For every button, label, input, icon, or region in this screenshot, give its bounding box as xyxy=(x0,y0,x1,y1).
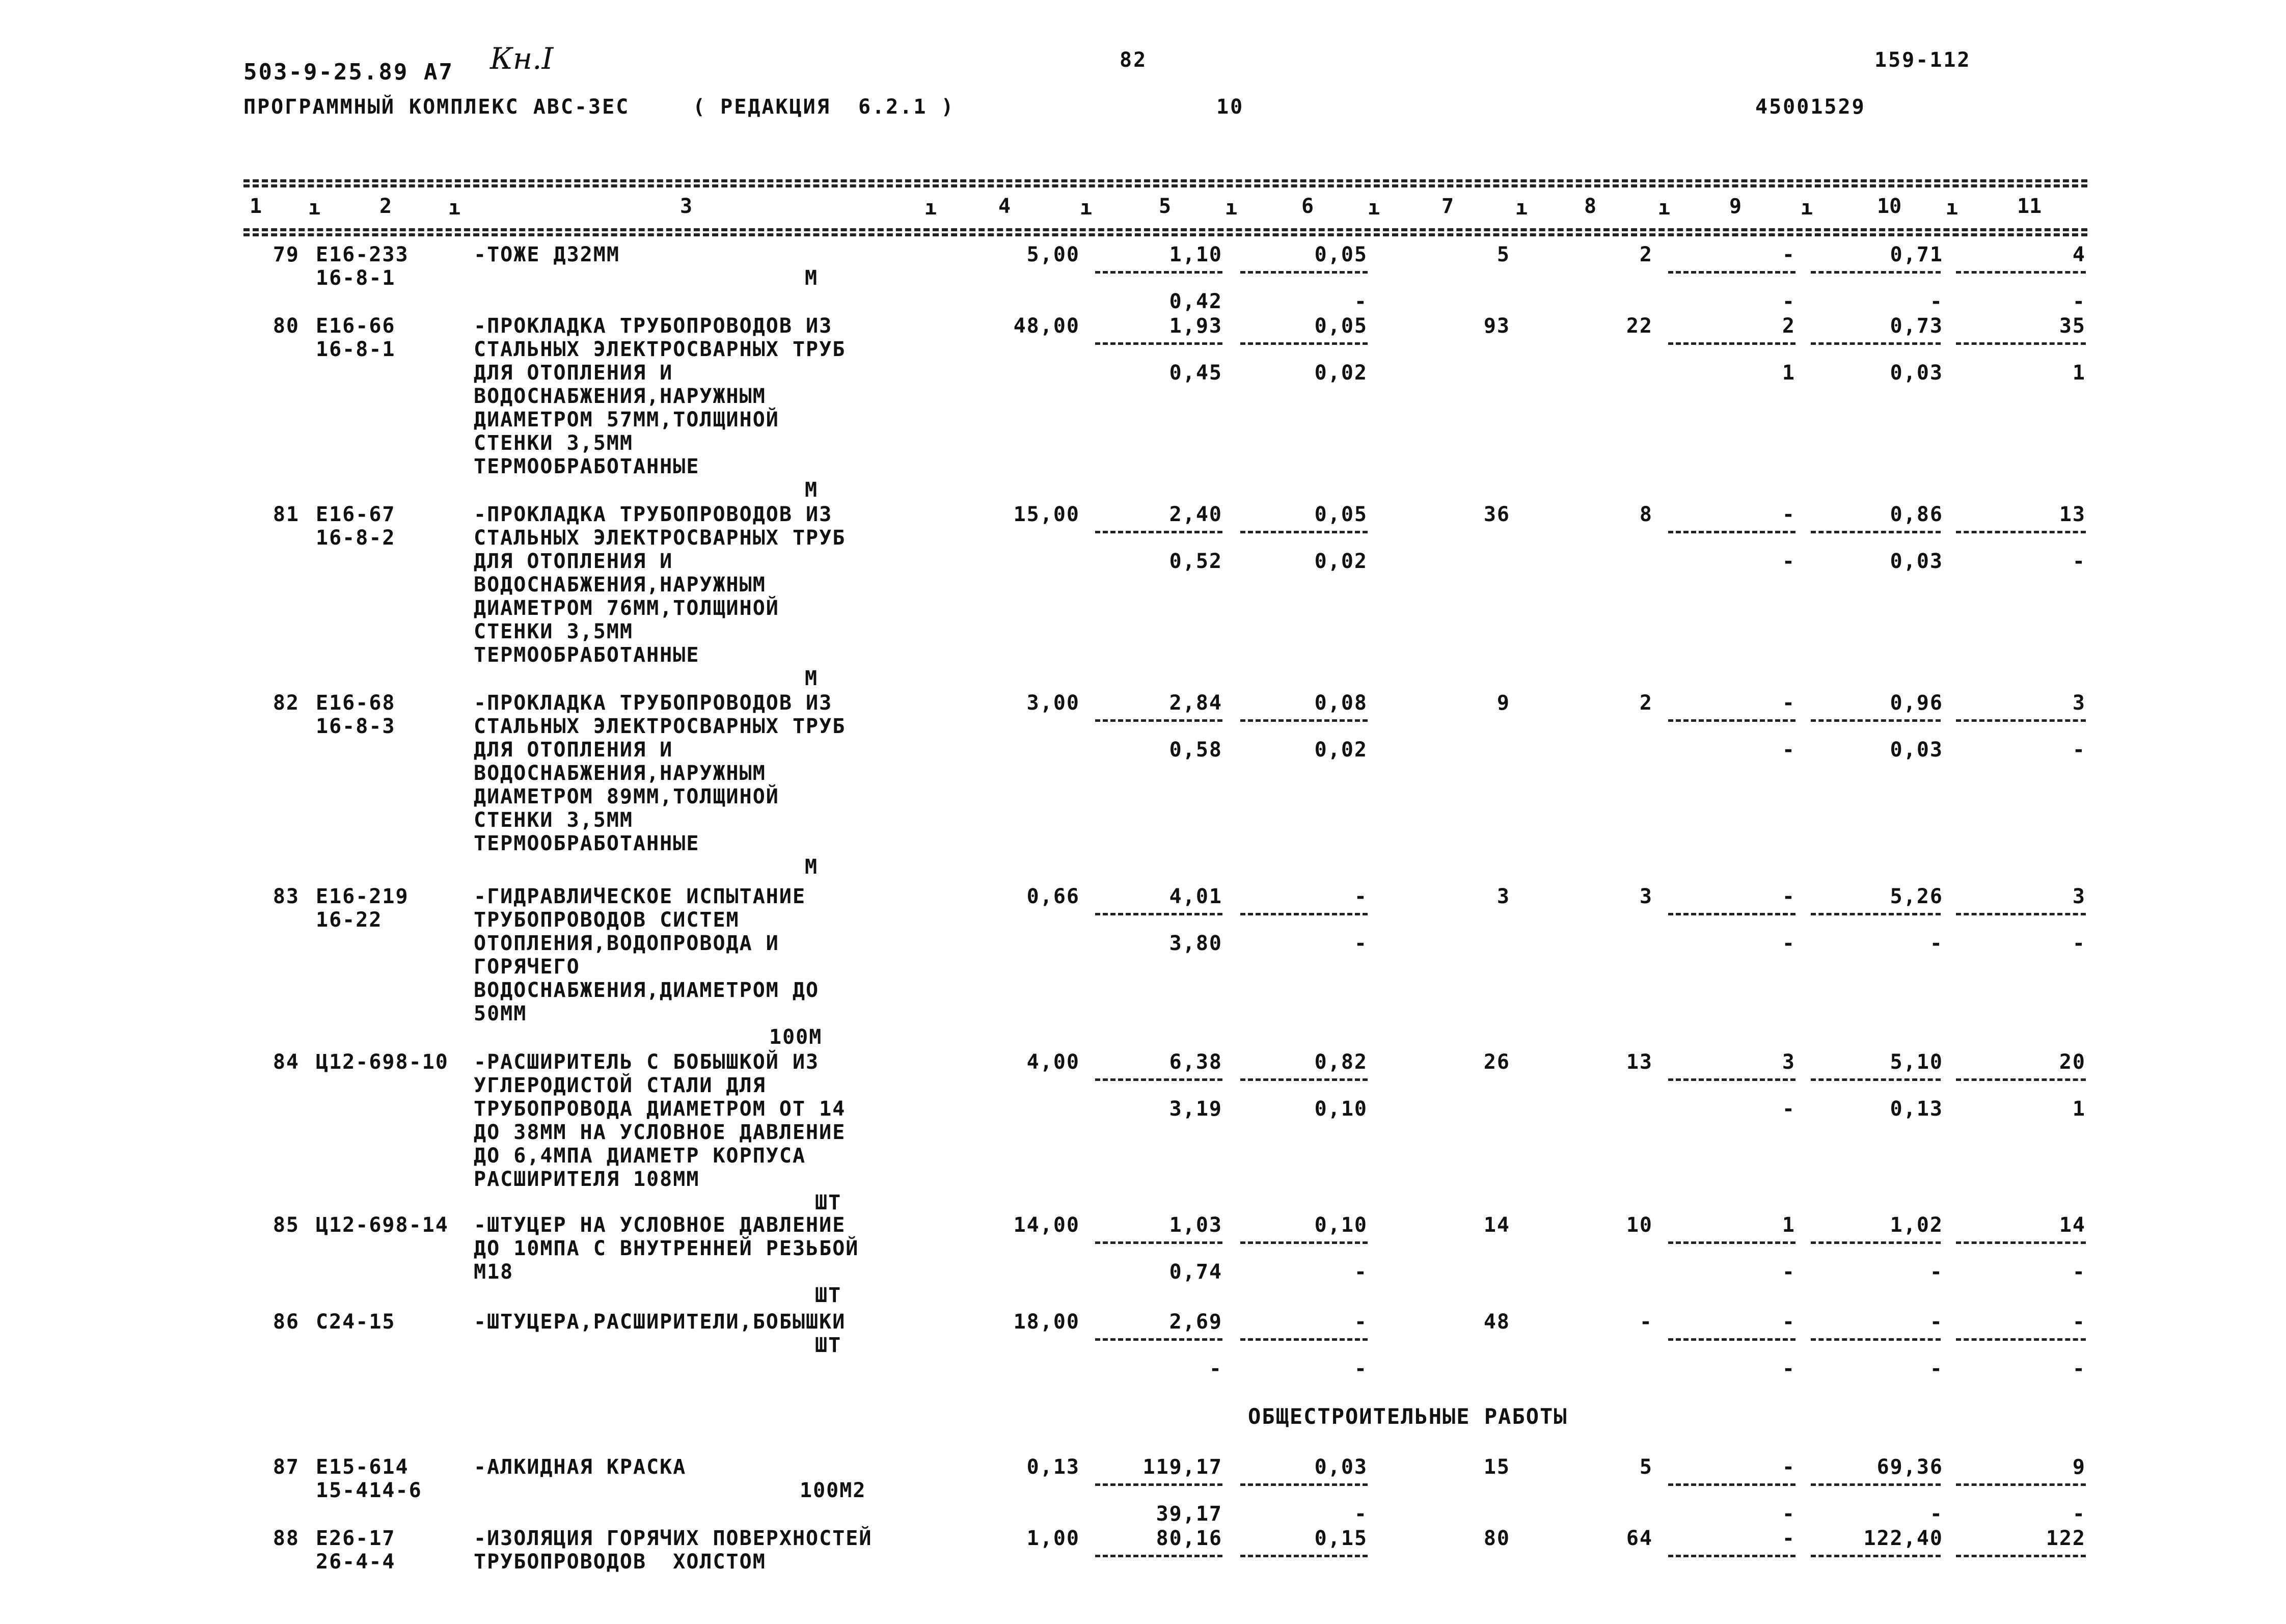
labor-per-unit: 1,02 xyxy=(1890,1213,1943,1237)
labor-per-unit-secondary: 0,03 xyxy=(1890,550,1943,573)
quantity: 3,00 xyxy=(1026,691,1080,715)
fraction-line xyxy=(1956,531,2086,533)
album-code: А7 xyxy=(424,59,454,85)
fraction-line xyxy=(1668,1338,1795,1341)
unit-cost-secondary: 0,58 xyxy=(1169,738,1222,762)
fraction-line xyxy=(1956,1241,2086,1244)
fraction-line xyxy=(1240,719,1368,722)
wage-total: 8 xyxy=(1639,503,1653,526)
header-rule-bottom xyxy=(243,228,2087,231)
unit-of-measure: М xyxy=(805,266,819,290)
header-rule-bottom-2 xyxy=(243,233,2087,236)
unit-cost-secondary: 3,19 xyxy=(1169,1097,1222,1121)
quantity: 4,00 xyxy=(1026,1050,1080,1074)
unit-cost-secondary: - xyxy=(1209,1357,1222,1381)
norm-code: Е16-66 xyxy=(316,314,396,338)
machine-total-secondary: - xyxy=(1782,1260,1795,1284)
fraction-line xyxy=(1956,719,2086,722)
handwritten-note: Кн.I xyxy=(490,41,554,76)
labor-per-unit-secondary: 0,13 xyxy=(1890,1097,1943,1121)
header-rule-top xyxy=(243,179,2087,182)
machine-total: - xyxy=(1782,691,1795,715)
norm-reference: 16-8-1 xyxy=(316,266,396,290)
labor-per-unit-secondary: 0,03 xyxy=(1890,361,1943,385)
unit-of-measure: 100М xyxy=(769,1025,823,1049)
quantity: 18,00 xyxy=(1013,1310,1080,1334)
machine-total-secondary: - xyxy=(1782,1502,1795,1526)
wage-total: - xyxy=(1639,1310,1653,1334)
labor-total-secondary: 1 xyxy=(2072,361,2086,385)
labor-per-unit-secondary: - xyxy=(1929,1502,1943,1526)
row-number: 81 xyxy=(273,503,300,526)
unit-cost: 2,84 xyxy=(1169,691,1222,715)
machine-total: 3 xyxy=(1782,1050,1795,1074)
column-header-6: 6 xyxy=(1301,195,1314,218)
labor-total: 13 xyxy=(2059,503,2086,526)
labor-total: 14 xyxy=(2059,1213,2086,1237)
column-separator: ı xyxy=(308,196,321,220)
header-rule-top-2 xyxy=(243,184,2087,187)
labor-total: 4 xyxy=(2072,243,2086,266)
quantity: 0,66 xyxy=(1026,885,1080,908)
fraction-line xyxy=(1668,531,1795,533)
wage-total: 10 xyxy=(1626,1213,1653,1237)
labor-total: 20 xyxy=(2059,1050,2086,1074)
unit-of-measure: ШТ xyxy=(815,1284,842,1307)
total-cost: 9 xyxy=(1496,691,1510,715)
section-title: ОБЩЕСТРОИТЕЛЬНЫЕ РАБОТЫ xyxy=(1248,1404,1568,1429)
description-line: ТЕРМООБРАБОТАННЫЕ xyxy=(474,643,700,667)
sheet-range: 159-112 xyxy=(1874,48,1971,72)
description-line: -АЛКИДНАЯ КРАСКА xyxy=(474,1455,687,1479)
description-line: СТЕНКИ 3,5ММ xyxy=(474,808,633,832)
quantity: 14,00 xyxy=(1013,1213,1080,1237)
edition: ( РЕДАКЦИЯ 6.2.1 ) xyxy=(693,95,955,119)
fraction-line xyxy=(1956,1078,2086,1081)
row-number: 85 xyxy=(273,1213,300,1237)
description-line: М18 xyxy=(474,1260,514,1284)
fraction-line xyxy=(1956,1483,2086,1486)
fraction-line xyxy=(1240,1555,1368,1557)
total-cost: 80 xyxy=(1483,1527,1510,1550)
description-line: ДО 10МПА С ВНУТРЕННЕЙ РЕЗЬБОЙ xyxy=(474,1237,859,1260)
column-separator: ı xyxy=(1515,196,1528,220)
machine-cost: 0,82 xyxy=(1314,1050,1368,1074)
column-header-8: 8 xyxy=(1584,195,1597,218)
labor-per-unit: 5,10 xyxy=(1890,1050,1943,1074)
quantity: 5,00 xyxy=(1026,243,1080,266)
description-line: -ГИДРАВЛИЧЕСКОЕ ИСПЫТАНИЕ xyxy=(474,885,806,908)
description-line: СТАЛЬНЫХ ЭЛЕКТРОСВАРНЫХ ТРУБ xyxy=(474,526,846,550)
labor-per-unit: 69,36 xyxy=(1876,1455,1943,1479)
description-line: ДЛЯ ОТОПЛЕНИЯ И xyxy=(474,361,673,385)
description-line: ТРУБОПРОВОДОВ СИСТЕМ xyxy=(474,908,740,932)
machine-total-secondary: - xyxy=(1782,932,1795,955)
program-line: ПРОГРАММНЫЙ КОМПЛЕКС АВС-3ЕС xyxy=(243,95,630,119)
unit-of-measure: ШТ xyxy=(815,1191,842,1214)
fraction-line xyxy=(1095,1555,1222,1557)
norm-reference: 16-8-2 xyxy=(316,526,396,550)
machine-cost: 0,08 xyxy=(1314,691,1368,715)
total-cost: 26 xyxy=(1483,1050,1510,1074)
column-header-7: 7 xyxy=(1441,195,1454,218)
fraction-line xyxy=(1811,342,1941,345)
fraction-line xyxy=(1668,1555,1795,1557)
labor-per-unit-secondary: - xyxy=(1929,290,1943,313)
machine-cost-secondary: - xyxy=(1354,1357,1368,1381)
unit-cost-secondary: 0,45 xyxy=(1169,361,1222,385)
unit-cost: 4,01 xyxy=(1169,885,1222,908)
column-separator: ı xyxy=(1658,196,1671,220)
machine-total: - xyxy=(1782,1527,1795,1550)
fraction-line xyxy=(1811,271,1941,274)
machine-cost-secondary: - xyxy=(1354,1502,1368,1526)
fraction-line xyxy=(1095,913,1222,915)
total-cost: 36 xyxy=(1483,503,1510,526)
labor-per-unit: 0,73 xyxy=(1890,314,1943,338)
column-header-4: 4 xyxy=(998,195,1011,218)
machine-total-secondary: 1 xyxy=(1782,361,1795,385)
description-line: -ТОЖЕ Д32ММ xyxy=(474,243,620,266)
labor-total: 122 xyxy=(2046,1527,2086,1550)
description-line: ВОДОСНАБЖЕНИЯ,НАРУЖНЫМ xyxy=(474,573,766,597)
fraction-line xyxy=(1811,913,1941,915)
fraction-line xyxy=(1095,1338,1222,1341)
column-header-3: 3 xyxy=(680,195,693,218)
description-line: СТАЛЬНЫХ ЭЛЕКТРОСВАРНЫХ ТРУБ xyxy=(474,338,846,361)
labor-total-secondary: - xyxy=(2072,738,2086,762)
machine-total: - xyxy=(1782,503,1795,526)
norm-code: С24-15 xyxy=(316,1310,396,1334)
fraction-line xyxy=(1956,1555,2086,1557)
fraction-line xyxy=(1240,1338,1368,1341)
machine-cost-secondary: 0,10 xyxy=(1314,1097,1368,1121)
fraction-line xyxy=(1811,719,1941,722)
column-separator: ı xyxy=(1946,196,1958,220)
row-number: 82 xyxy=(273,691,300,715)
labor-per-unit: 0,71 xyxy=(1890,243,1943,266)
fraction-line xyxy=(1095,342,1222,345)
machine-total: 1 xyxy=(1782,1213,1795,1237)
fraction-line xyxy=(1811,1555,1941,1557)
description-line: ВОДОСНАБЖЕНИЯ,НАРУЖНЫМ xyxy=(474,385,766,408)
machine-cost-secondary: 0,02 xyxy=(1314,361,1368,385)
norm-reference: 16-8-3 xyxy=(316,715,396,738)
total-cost: 48 xyxy=(1483,1310,1510,1334)
fraction-line xyxy=(1811,1483,1941,1486)
fraction-line xyxy=(1095,1078,1222,1081)
fraction-line xyxy=(1668,1483,1795,1486)
fraction-line xyxy=(1668,719,1795,722)
norm-code: Ц12-698-14 xyxy=(316,1213,449,1237)
fraction-line xyxy=(1811,1241,1941,1244)
description-line: ВОДОСНАБЖЕНИЯ,ДИАМЕТРОМ ДО xyxy=(474,979,820,1002)
description-line: -РАСШИРИТЕЛЬ С БОБЫШКОЙ ИЗ xyxy=(474,1050,820,1074)
norm-reference: 26-4-4 xyxy=(316,1550,396,1574)
wage-total: 2 xyxy=(1639,691,1653,715)
column-separator: ı xyxy=(1368,196,1380,220)
norm-code: Е26-17 xyxy=(316,1527,396,1550)
labor-total: 9 xyxy=(2072,1455,2086,1479)
machine-cost-secondary: - xyxy=(1354,1260,1368,1284)
labor-per-unit: 5,26 xyxy=(1890,885,1943,908)
total-cost: 93 xyxy=(1483,314,1510,338)
description-line: ДИАМЕТРОМ 57ММ,ТОЛЩИНОЙ xyxy=(474,408,779,431)
description-line: -ШТУЦЕР НА УСЛОВНОЕ ДАВЛЕНИЕ xyxy=(474,1213,846,1237)
quantity: 48,00 xyxy=(1013,314,1080,338)
unit-of-measure: М xyxy=(805,667,819,690)
description-line: ДО 6,4МПА ДИАМЕТР КОРПУСА xyxy=(474,1144,806,1168)
column-separator: ı xyxy=(448,196,461,220)
description-line: СТАЛЬНЫХ ЭЛЕКТРОСВАРНЫХ ТРУБ xyxy=(474,715,846,738)
machine-total: - xyxy=(1782,885,1795,908)
description-line: 50ММ xyxy=(474,1002,527,1025)
machine-total: - xyxy=(1782,1310,1795,1334)
fraction-line xyxy=(1956,342,2086,345)
labor-total: 3 xyxy=(2072,691,2086,715)
labor-per-unit-secondary: - xyxy=(1929,1260,1943,1284)
labor-total: 35 xyxy=(2059,314,2086,338)
machine-total: - xyxy=(1782,1455,1795,1479)
fraction-line xyxy=(1095,271,1222,274)
machine-total-secondary: - xyxy=(1782,738,1795,762)
row-number: 80 xyxy=(273,314,300,338)
doc-code: 503-9-25.89 xyxy=(243,59,409,85)
labor-per-unit-secondary: - xyxy=(1929,932,1943,955)
unit-cost: 1,03 xyxy=(1169,1213,1222,1237)
unit-cost: 6,38 xyxy=(1169,1050,1222,1074)
wage-total: 64 xyxy=(1626,1527,1653,1550)
unit-cost: 2,40 xyxy=(1169,503,1222,526)
norm-reference: 15-414-6 xyxy=(316,1479,422,1502)
description-line: -ШТУЦЕРА,РАСШИРИТЕЛИ,БОБЫШКИ xyxy=(474,1310,846,1334)
column-separator: ı xyxy=(924,196,937,220)
quantity: 0,13 xyxy=(1026,1455,1080,1479)
wage-total: 5 xyxy=(1639,1455,1653,1479)
row-number: 83 xyxy=(273,885,300,908)
fraction-line xyxy=(1811,1078,1941,1081)
fraction-line xyxy=(1095,1241,1222,1244)
quantity: 15,00 xyxy=(1013,503,1080,526)
unit-of-measure: М xyxy=(805,855,819,879)
labor-per-unit: 0,86 xyxy=(1890,503,1943,526)
description-line: РАСШИРИТЕЛЯ 108ММ xyxy=(474,1168,700,1191)
fraction-line xyxy=(1240,1241,1368,1244)
page-number: 82 xyxy=(1120,48,1148,72)
total-cost: 3 xyxy=(1496,885,1510,908)
fraction-line xyxy=(1956,1338,2086,1341)
unit-cost-secondary: 3,80 xyxy=(1169,932,1222,955)
labor-per-unit-secondary: - xyxy=(1929,1357,1943,1381)
fraction-line xyxy=(1240,1078,1368,1081)
norm-code: Е15-614 xyxy=(316,1455,409,1479)
row-number: 86 xyxy=(273,1310,300,1334)
labor-per-unit: 122,40 xyxy=(1863,1527,1943,1550)
row-number: 84 xyxy=(273,1050,300,1074)
description-line: УГЛЕРОДИСТОЙ СТАЛИ ДЛЯ xyxy=(474,1074,766,1097)
labor-per-unit: - xyxy=(1929,1310,1943,1334)
norm-reference: 16-22 xyxy=(316,908,383,932)
description-line: -ПРОКЛАДКА ТРУБОПРОВОДОВ ИЗ xyxy=(474,314,833,338)
labor-total-secondary: - xyxy=(2072,1357,2086,1381)
machine-cost: 0,05 xyxy=(1314,243,1368,266)
fraction-line xyxy=(1240,913,1368,915)
fraction-line xyxy=(1811,1338,1941,1341)
machine-cost-secondary: 0,02 xyxy=(1314,738,1368,762)
machine-cost-secondary: - xyxy=(1354,290,1368,313)
fraction-line xyxy=(1240,1483,1368,1486)
sheet-number: 10 xyxy=(1216,95,1244,119)
unit-of-measure: М xyxy=(805,478,819,502)
description-line: ВОДОСНАБЖЕНИЯ,НАРУЖНЫМ xyxy=(474,762,766,785)
description-line: ТРУБОПРОВОДА ДИАМЕТРОМ ОТ 14 xyxy=(474,1097,846,1121)
fraction-line xyxy=(1095,531,1222,533)
column-header-11: 11 xyxy=(2017,195,2042,218)
machine-total-secondary: - xyxy=(1782,1097,1795,1121)
unit-cost-secondary: 0,42 xyxy=(1169,290,1222,313)
column-separator: ı xyxy=(1801,196,1813,220)
norm-code: Е16-67 xyxy=(316,503,396,526)
machine-total-secondary: - xyxy=(1782,550,1795,573)
column-header-1: 1 xyxy=(250,195,262,218)
labor-total-secondary: - xyxy=(2072,550,2086,573)
fraction-line xyxy=(1956,271,2086,274)
description-line: -ИЗОЛЯЦИЯ ГОРЯЧИХ ПОВЕРХНОСТЕЙ xyxy=(474,1527,873,1550)
labor-total-secondary: - xyxy=(2072,932,2086,955)
labor-total-secondary: 1 xyxy=(2072,1097,2086,1121)
fraction-line xyxy=(1811,531,1941,533)
description-line: ДЛЯ ОТОПЛЕНИЯ И xyxy=(474,738,673,762)
fraction-line xyxy=(1240,342,1368,345)
total-cost: 14 xyxy=(1483,1213,1510,1237)
description-line: ДИАМЕТРОМ 89ММ,ТОЛЩИНОЙ xyxy=(474,785,779,808)
description-line: ТЕРМООБРАБОТАННЫЕ xyxy=(474,455,700,478)
unit-cost: 2,69 xyxy=(1169,1310,1222,1334)
description-line: ДЛЯ ОТОПЛЕНИЯ И xyxy=(474,550,673,573)
description-line: ОТОПЛЕНИЯ,ВОДОПРОВОДА И xyxy=(474,932,779,955)
fraction-line xyxy=(1668,913,1795,915)
machine-total: 2 xyxy=(1782,314,1795,338)
unit-cost: 119,17 xyxy=(1142,1455,1222,1479)
fraction-line xyxy=(1668,271,1795,274)
unit-cost-secondary: 0,74 xyxy=(1169,1260,1222,1284)
machine-cost: 0,15 xyxy=(1314,1527,1368,1550)
fraction-line xyxy=(1668,1078,1795,1081)
labor-per-unit: 0,96 xyxy=(1890,691,1943,715)
column-header-9: 9 xyxy=(1729,195,1742,218)
column-header-5: 5 xyxy=(1159,195,1172,218)
machine-cost: - xyxy=(1354,1310,1368,1334)
column-header-10: 10 xyxy=(1877,195,1902,218)
description-line: ТРУБОПРОВОДОВ ХОЛСТОМ xyxy=(474,1550,766,1574)
description-line: -ПРОКЛАДКА ТРУБОПРОВОДОВ ИЗ xyxy=(474,503,833,526)
machine-cost: - xyxy=(1354,885,1368,908)
machine-total-secondary: - xyxy=(1782,1357,1795,1381)
fraction-line xyxy=(1668,1241,1795,1244)
column-separator: ı xyxy=(1080,196,1093,220)
labor-per-unit-secondary: 0,03 xyxy=(1890,738,1943,762)
labor-total: - xyxy=(2072,1310,2086,1334)
description-line: ДО 38ММ НА УСЛОВНОЕ ДАВЛЕНИЕ xyxy=(474,1121,846,1144)
row-number: 79 xyxy=(273,243,300,266)
description-line: ДИАМЕТРОМ 76ММ,ТОЛЩИНОЙ xyxy=(474,597,779,620)
machine-total: - xyxy=(1782,243,1795,266)
unit-cost-secondary: 39,17 xyxy=(1156,1502,1222,1526)
machine-cost-secondary: 0,02 xyxy=(1314,550,1368,573)
norm-code: Е16-68 xyxy=(316,691,396,715)
description-line: ГОРЯЧЕГО xyxy=(474,955,580,979)
norm-code: Е16-233 xyxy=(316,243,409,266)
wage-total: 22 xyxy=(1626,314,1653,338)
unit-cost: 1,93 xyxy=(1169,314,1222,338)
machine-cost-secondary: - xyxy=(1354,932,1368,955)
fraction-line xyxy=(1240,531,1368,533)
column-header-2: 2 xyxy=(379,195,392,218)
fraction-line xyxy=(1095,719,1222,722)
machine-cost: 0,10 xyxy=(1314,1213,1368,1237)
norm-code: Е16-219 xyxy=(316,885,409,908)
quantity: 1,00 xyxy=(1026,1527,1080,1550)
fraction-line xyxy=(1668,342,1795,345)
description-line: -ПРОКЛАДКА ТРУБОПРОВОДОВ ИЗ xyxy=(474,691,833,715)
machine-cost: 0,03 xyxy=(1314,1455,1368,1479)
unit-of-measure: ШТ xyxy=(815,1334,842,1357)
fraction-line xyxy=(1095,1483,1222,1486)
total-cost: 15 xyxy=(1483,1455,1510,1479)
labor-total-secondary: - xyxy=(2072,1260,2086,1284)
norm-code: Ц12-698-10 xyxy=(316,1050,449,1074)
column-separator: ı xyxy=(1225,196,1238,220)
machine-total-secondary: - xyxy=(1782,290,1795,313)
fraction-line xyxy=(1240,271,1368,274)
labor-total-secondary: - xyxy=(2072,290,2086,313)
description-line: СТЕНКИ 3,5ММ xyxy=(474,431,633,455)
fraction-line xyxy=(1956,913,2086,915)
unit-cost: 80,16 xyxy=(1156,1527,1222,1550)
row-number: 88 xyxy=(273,1527,300,1550)
norm-reference: 16-8-1 xyxy=(316,338,396,361)
machine-cost: 0,05 xyxy=(1314,314,1368,338)
wage-total: 2 xyxy=(1639,243,1653,266)
machine-cost: 0,05 xyxy=(1314,503,1368,526)
description-line: СТЕНКИ 3,5ММ xyxy=(474,620,633,643)
unit-cost-secondary: 0,52 xyxy=(1169,550,1222,573)
unit-cost: 1,10 xyxy=(1169,243,1222,266)
unit-of-measure: 100М2 xyxy=(800,1479,866,1502)
labor-total-secondary: - xyxy=(2072,1502,2086,1526)
row-number: 87 xyxy=(273,1455,300,1479)
doc-number: 45001529 xyxy=(1755,95,1866,119)
description-line: ТЕРМООБРАБОТАННЫЕ xyxy=(474,832,700,855)
labor-total: 3 xyxy=(2072,885,2086,908)
total-cost: 5 xyxy=(1496,243,1510,266)
wage-total: 13 xyxy=(1626,1050,1653,1074)
wage-total: 3 xyxy=(1639,885,1653,908)
